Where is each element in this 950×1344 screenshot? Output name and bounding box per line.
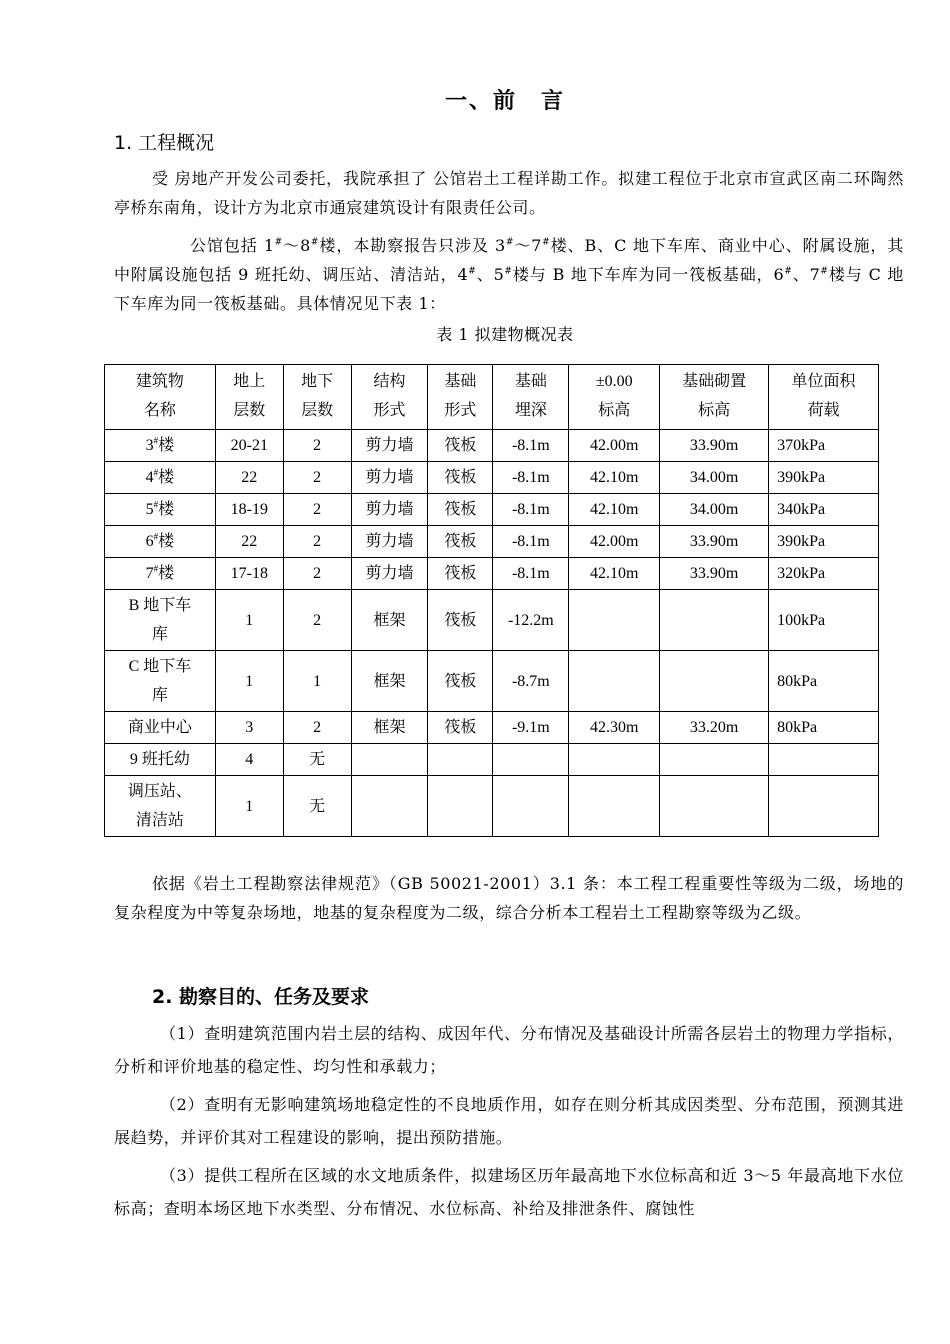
cell-depth: -8.7m xyxy=(493,651,569,712)
cell-below: 1 xyxy=(283,651,351,712)
cell-depth: -8.1m xyxy=(493,526,569,558)
cell-depth: -9.1m xyxy=(493,712,569,744)
header-cell: 基础砌置 标高 xyxy=(660,365,769,430)
cell-above: 18-19 xyxy=(215,494,283,526)
cell-elev xyxy=(569,776,660,837)
section-2-title: 2. 勘察目的、任务及要求 xyxy=(152,986,370,1008)
table-row xyxy=(105,744,879,776)
cell-load: 390kPa xyxy=(769,526,879,558)
task-item-2: （2）查明有无影响建筑场地稳定性的不良地质作用，如存在则分析其成因类型、分布范围，预测其进展趋势，并评价其对工程建设的影响，提出预防措施。 xyxy=(114,1095,904,1147)
cell-above: 22 xyxy=(215,462,283,494)
cell-elev: 42.10m xyxy=(569,462,660,494)
cell-name: 9 班托幼 xyxy=(105,744,216,776)
cell-base xyxy=(660,744,769,776)
cell-depth: -8.1m xyxy=(493,430,569,462)
project-scope-paragraph: 公馆包括 1#～8#楼，本勘察报告只涉及 3#～7#楼、B、C 地下车库、商业中心、附属设施，其中附属设施包括 9 班托幼、调压站、清洁站，4#、5#楼与 B 地下车库为同一筏板基础，6#、7#楼与 C 地下车库为同一筏板基础。具体情况见下表 1： xyxy=(114,236,904,313)
cell-structure: 剪力墙 xyxy=(351,526,428,558)
cell-name: B 地下车 库 xyxy=(105,590,216,651)
cell-elev: 42.00m xyxy=(569,526,660,558)
table-row xyxy=(105,651,879,712)
cell-foundation: 筏板 xyxy=(428,558,493,590)
cell-above: 17-18 xyxy=(215,558,283,590)
cell-above: 1 xyxy=(215,651,283,712)
cell-load: 320kPa xyxy=(769,558,879,590)
section-1-title: 1. 工程概况 xyxy=(114,132,215,154)
table-row xyxy=(105,776,879,837)
cell-below: 无 xyxy=(283,744,351,776)
cell-structure: 剪力墙 xyxy=(351,558,428,590)
project-intro-paragraph: 受 房地产开发公司委托，我院承担了 公馆岩土工程详勘工作。拟建工程位于北京市宣武区南二环陶然亭桥东南角，设计方为北京市通宸建筑设计有限责任公司。 xyxy=(114,169,904,217)
cell-foundation: 筏板 xyxy=(428,526,493,558)
cell-depth: -8.1m xyxy=(493,462,569,494)
cell-name: 商业中心 xyxy=(105,712,216,744)
table-row xyxy=(105,590,879,651)
cell-below: 2 xyxy=(283,430,351,462)
chapter-heading: 一、前 言 xyxy=(444,89,565,114)
cell-foundation: 筏板 xyxy=(428,712,493,744)
cell-load: 370kPa xyxy=(769,430,879,462)
cell-name: C 地下车 库 xyxy=(105,651,216,712)
cell-name: 4#楼 xyxy=(105,462,216,494)
cell-structure: 剪力墙 xyxy=(351,494,428,526)
cell-structure: 框架 xyxy=(351,651,428,712)
cell-structure: 剪力墙 xyxy=(351,462,428,494)
cell-base: 34.00m xyxy=(660,462,769,494)
cell-below: 2 xyxy=(283,462,351,494)
cell-structure xyxy=(351,744,428,776)
cell-base: 33.90m xyxy=(660,526,769,558)
cell-base xyxy=(660,590,769,651)
table-row xyxy=(105,430,879,462)
cell-load: 80kPa xyxy=(769,651,879,712)
cell-depth: -8.1m xyxy=(493,558,569,590)
cell-elev: 42.30m xyxy=(569,712,660,744)
building-overview-table xyxy=(104,364,879,837)
cell-structure xyxy=(351,776,428,837)
header-cell: 地下 层数 xyxy=(283,365,351,430)
table-caption: 表 1 拟建物概况表 xyxy=(436,325,574,344)
cell-depth xyxy=(493,744,569,776)
cell-below: 2 xyxy=(283,494,351,526)
header-cell: 单位面积 荷载 xyxy=(769,365,879,430)
cell-elev: 42.00m xyxy=(569,430,660,462)
cell-base xyxy=(660,651,769,712)
header-cell: 基础 形式 xyxy=(428,365,493,430)
cell-depth xyxy=(493,776,569,837)
header-cell: ±0.00 标高 xyxy=(569,365,660,430)
cell-depth: -8.1m xyxy=(493,494,569,526)
cell-below: 2 xyxy=(283,558,351,590)
cell-foundation: 筏板 xyxy=(428,462,493,494)
cell-elev xyxy=(569,651,660,712)
cell-load xyxy=(769,776,879,837)
table-header-row xyxy=(105,365,879,430)
cell-above: 20-21 xyxy=(215,430,283,462)
cell-foundation: 筏板 xyxy=(428,590,493,651)
cell-below: 无 xyxy=(283,776,351,837)
cell-elev: 42.10m xyxy=(569,494,660,526)
table-row xyxy=(105,712,879,744)
grade-paragraph: 依据《岩土工程勘察法律规范》（GB 50021-2001）3.1 条：本工程工程重要性等级为二级，场地的复杂程度为中等复杂场地，地基的复杂程度为二级，综合分析本工程岩土工程勘察等级为乙级。 xyxy=(114,874,904,922)
task-item-1: （1）查明建筑范围内岩土层的结构、成因年代、分布情况及基础设计所需各层岩土的物理力学指标，分析和评价地基的稳定性、均匀性和承载力； xyxy=(114,1024,904,1076)
cell-load: 390kPa xyxy=(769,462,879,494)
cell-above: 1 xyxy=(215,776,283,837)
cell-base xyxy=(660,776,769,837)
header-cell: 基础 埋深 xyxy=(493,365,569,430)
cell-elev xyxy=(569,744,660,776)
cell-elev xyxy=(569,590,660,651)
cell-below: 2 xyxy=(283,712,351,744)
cell-below: 2 xyxy=(283,590,351,651)
table-row xyxy=(105,462,879,494)
header-cell: 建筑物 名称 xyxy=(105,365,216,430)
cell-base: 33.90m xyxy=(660,430,769,462)
cell-structure: 剪力墙 xyxy=(351,430,428,462)
cell-load: 80kPa xyxy=(769,712,879,744)
cell-foundation xyxy=(428,776,493,837)
cell-load: 100kPa xyxy=(769,590,879,651)
cell-foundation: 筏板 xyxy=(428,651,493,712)
cell-above: 22 xyxy=(215,526,283,558)
cell-name: 7#楼 xyxy=(105,558,216,590)
cell-name: 6#楼 xyxy=(105,526,216,558)
cell-above: 3 xyxy=(215,712,283,744)
cell-foundation: 筏板 xyxy=(428,494,493,526)
table-row xyxy=(105,494,879,526)
table-row xyxy=(105,558,879,590)
cell-structure: 框架 xyxy=(351,590,428,651)
cell-base: 34.00m xyxy=(660,494,769,526)
cell-load xyxy=(769,744,879,776)
cell-below: 2 xyxy=(283,526,351,558)
cell-depth: -12.2m xyxy=(493,590,569,651)
cell-load: 340kPa xyxy=(769,494,879,526)
cell-above: 4 xyxy=(215,744,283,776)
cell-base: 33.20m xyxy=(660,712,769,744)
cell-name: 5#楼 xyxy=(105,494,216,526)
header-cell: 结构 形式 xyxy=(351,365,428,430)
cell-structure: 框架 xyxy=(351,712,428,744)
cell-elev: 42.10m xyxy=(569,558,660,590)
task-item-3: （3）提供工程所在区域的水文地质条件，拟建场区历年最高地下水位标高和近 3～5 年最高地下水位标高；查明本场区地下水类型、分布情况、水位标高、补给及排泄条件、腐蚀性 xyxy=(114,1166,904,1218)
header-cell: 地上 层数 xyxy=(215,365,283,430)
cell-foundation xyxy=(428,744,493,776)
cell-base: 33.90m xyxy=(660,558,769,590)
cell-foundation: 筏板 xyxy=(428,430,493,462)
cell-name: 调压站、 清洁站 xyxy=(105,776,216,837)
cell-above: 1 xyxy=(215,590,283,651)
cell-name: 3#楼 xyxy=(105,430,216,462)
table-row xyxy=(105,526,879,558)
